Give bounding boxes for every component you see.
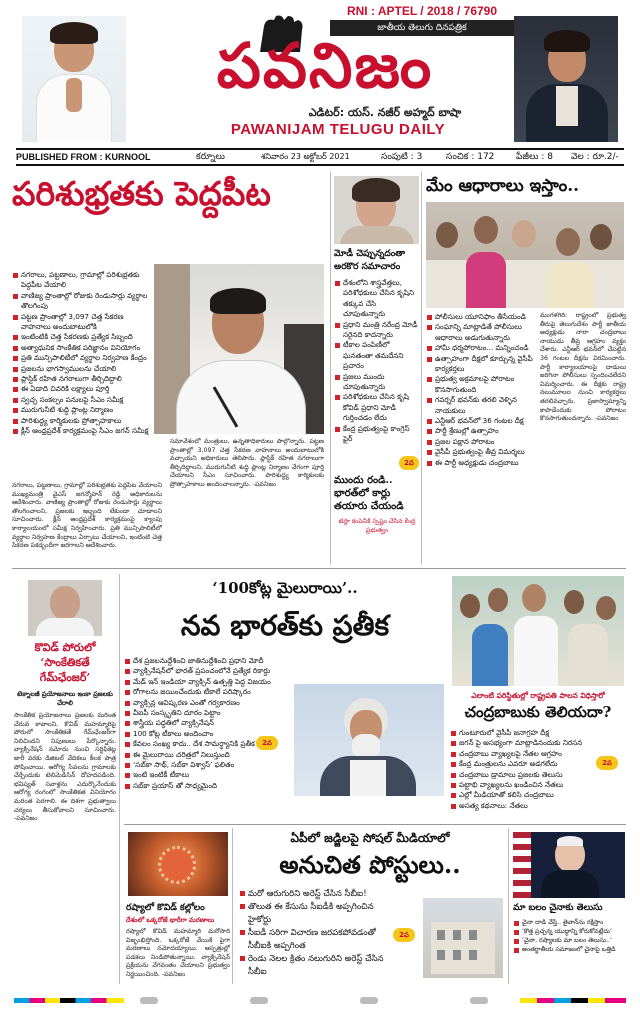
lead-bullets <box>12 270 152 437</box>
lead-bullet: అత్యాధునిక సాంకేతిక పరిజ్ఞానం వినియోగం <box>12 343 152 353</box>
social-media-story <box>232 828 504 984</box>
lead-bullet: నగరాలు, పట్టణాలు, గ్రామాల్లో పరిశుభ్రతకు పెద్దపీట వేయాలి <box>12 270 152 291</box>
russia-headline: రష్యాలో కొవిడ్ కల్లోలం <box>126 903 205 913</box>
lead-body-right: సమావేశంలో మంత్రులు, ఉన్నతాధికారులు పాల్గొన్నారు. పట్టణ ప్రాంతాల్లో 3,097 చెత్త సేకరణ వాహనాలు అందుబాటులోకి వచ్చాయని అధికారులు తెలిపారు. ప్లాస్టిక్ రహిత నగరాలుగా తీర్చిదిద్దాలని, మురుగునీటి శుద్ధి ప్లాంట్ల నిర్మాణం వేగంగా పూర్తి చేయాలని సీఎం సూచించారు. పారిశుద్ధ్య కార్మికులకు ప్రోత్సాహకాలు అందించాలన్నారు. -పవనిజం <box>170 438 324 488</box>
sonia-bullet: పరిశోధకులు చేసిన కృషి కోవిడ్ ప్రధాని మోడీ గుర్తించడం లేదు <box>334 392 420 423</box>
newspaper-title: పవనిజం <box>216 29 434 102</box>
print-mark <box>250 997 268 1004</box>
section-divider <box>124 824 626 825</box>
covid-tech-story <box>12 574 120 984</box>
tdp-bullet: హామీ ధర్మపోరాటం... మన్నించండి <box>426 343 534 353</box>
social-bullet: మరో ఆరుగురిని అరెస్ట్ చేసిన సీబీఐ! <box>239 888 389 901</box>
tdp-bullet: ప్రజల పక్షాన పోరాటం <box>426 437 534 447</box>
sonia-bullet: దేశంలోని శాస్త్రవేత్తలు, పరిశోధకులు చేసిన కృషిని తక్కువ చేసి చూపుతున్నారు <box>334 278 420 320</box>
sonia-headline-2: అరకొర సమాచారం <box>334 262 401 272</box>
biden-bullet: చైనా దాడి చేస్తే.. తైవాన్‌ను రక్షిస్తాం <box>513 918 625 927</box>
lead-story <box>12 172 324 564</box>
lead-bullet: ప్రతి మున్సిపాలిటీలో వ్యర్థాల నిర్వహణ కేంద్రం <box>12 353 152 363</box>
covid-tech-headline-3: గేమ్‌ఛేంజర్’ <box>39 671 91 684</box>
vaccine-headline: నవ భారత్‌కు ప్రతీక <box>180 609 390 642</box>
covid-tech-byline: టెక్నాలజీ ప్రయోజనాలు ఇంకా ప్రజలకు చేరాలి <box>17 690 113 707</box>
vaccine-bullet: కేవలం సంఖ్య కాదు.. దేశ సామర్థ్యానికి ప్రతీక <box>124 739 284 749</box>
cbn-bullet: కేంద్ర మంత్రులను ఎవరూ అడగలేదు <box>450 759 590 769</box>
covid-tech-headline-2: ‘సాంకేతికతే <box>40 656 90 669</box>
social-bullet: సీఐడీ సరిగా విచారణ జరపకపోవడంతో సీబీఐకి అప్పగింత <box>239 927 389 953</box>
rally-photo <box>452 576 624 686</box>
lead-bullet: పారిశుద్ధ్య కార్మికులకు ప్రోత్సాహకాలు <box>12 416 152 426</box>
vaccine-bullet: మేడ్ ఇన్ ఇండియా వ్యాక్సిన్ ఉత్పత్తి పెద్ద విజయం <box>124 677 284 687</box>
lead-bullet: ఈ ఏడాది చివరికి లక్ష్యాలు పూర్తి <box>12 384 152 394</box>
vaccine-bullet: ఇంటి ఇంటికీ టీకాలు <box>124 770 284 780</box>
virus-photo <box>128 832 228 896</box>
cbn-bullet: పట్టాభి వ్యాఖ్యలను ఖండించిన నేతలు <box>450 780 590 790</box>
cbn-headline: చంద్రబాబుకు తెలియదా? <box>464 703 612 721</box>
volume: సంపుటి : 3 <box>381 152 423 162</box>
cbn-kicker: ఎలాంటి పరిస్థితుల్లో రాష్ట్రపతి పాలన విధిస్తారో <box>471 691 605 700</box>
tdp-bullet: వైసీపీ ప్రభుత్వంపై తీవ్ర విమర్శలు <box>426 447 534 457</box>
sonia-story <box>330 172 422 564</box>
print-mark <box>470 997 488 1004</box>
vaccine-bullet: రోగాలను జయించేందుకు టీకాలే పరిష్కారం <box>124 687 284 697</box>
social-headline: అనుచిత పోస్టులు.. <box>279 850 461 879</box>
issue: సంచిక : 172 <box>446 152 495 162</box>
vaccine-bullets <box>124 656 284 791</box>
tdp-bullet: గవర్నర్ భవన్‌కు తరలి వెళ్ళిన నాయకులు <box>426 395 534 416</box>
cbn-bullet: చంద్రబాబు డ్రామాలు ప్రజలకు తెలుసు <box>450 770 590 780</box>
english-name: PAWANIJAM TELUGU DAILY <box>230 121 446 138</box>
page-badge: 2వ <box>596 756 618 770</box>
lead-bullet: వాణిజ్య ప్రాంతాల్లో రోజుకు రెండుసార్లు వ్యర్థాల తొలగింపు <box>12 291 152 312</box>
vaccine-bullet: 100 కోట్ల టీకాలు అందించాం <box>124 729 284 739</box>
biden-story <box>508 828 626 984</box>
rni-number: RNI : APTEL / 2018 / 76790 <box>346 4 498 18</box>
covid-tech-body: సాంకేతిక ప్రయోజనాలు ప్రజలకు మరింత చేరువ కావాలని, కొవిడ్ మహమ్మారిపై పోరులో సాంకేతికతే గేమ్‌ఛేంజర్‌గా నిలిచిందని నిపుణులు పేర్కొన్నారు. వ్యాక్సినేషన్ నమోదు నుంచి సర్టిఫికెట్ల జారీ వరకు డిజిటల్ వేదికలు కీలక పాత్ర పోషించాయి. ఆరోగ్య సేవలను గ్రామాలకు చేర్చేందుకు టెలిమెడిసిన్ దోహదపడింది. భవిష్యత్ సవాళ్లను ఎదుర్కొనేందుకు ఆరోగ్య రంగంలో సాంకేతికత వినియోగం మరింత పెరగాలి. ఈ దిశగా ప్రభుత్వాలు చర్యలు తీసుకోవాలని సూచించారు. -పవనిజం <box>14 712 116 823</box>
tdp-bullet: ఈ పార్టీ అధ్యక్షుడు చంద్రబాబు <box>426 458 534 468</box>
tdp-bullet: పార్టీ శ్రేణుల్లో ఉత్సాహం <box>426 426 534 436</box>
tdp-bullet: సంఘాన్ని మాట్లాడితే పోలీసులు ఆధారాలు అడుగుతున్నారు <box>426 322 534 343</box>
vaccine-bullet: వ్యాక్సినేషన్‌లో భారత్ ప్రపంచంలోనే ప్రత్యేక రికార్డు <box>124 666 284 676</box>
print-mark <box>140 997 158 1004</box>
sonia-headline: మోడీ చెప్పున్నదంతా <box>334 249 406 259</box>
sonia-bullet: టీకాల పంపిణీలో ఘనతంతా తమదేనని ప్రచారం <box>334 340 420 371</box>
sonia-bullet: ప్రజలు ముందు చూపుతున్నారు <box>334 372 420 393</box>
covid-tech-headline-1: కొవిడ్ పోరులో <box>34 641 96 654</box>
vaccine-bullet: సబ్‌కా ప్రయాస్ తో సాధ్యమైంది <box>124 781 284 791</box>
tesla-headline: ముందు రండి.. <box>334 475 393 486</box>
city: కర్నూలు <box>196 152 225 162</box>
social-bullet: తొలుత ఈ కేసును సీఐడీకి అప్పగించిన హైకోర్టు <box>239 901 389 927</box>
biden-photo <box>513 832 625 898</box>
modi-photo <box>294 684 444 796</box>
vaccine-bullet: వీఐపీ సంస్కృతిని దూరం పెట్టాం <box>124 708 284 718</box>
masthead-tagline: జాతీయ తెలుగు దినపత్రిక <box>330 20 514 36</box>
vaccine-bullet: దేశ ప్రజలనుద్దేశించి జాతినుద్దేశించి ప్రధాని మోదీ <box>124 656 284 666</box>
info-bar <box>16 148 624 166</box>
date: శనివారం 23 అక్టోబర్ 2021 <box>261 152 350 161</box>
russia-subhead: దేశంలో ఒక్కరోజే భారీగా మరణాలు <box>126 916 215 924</box>
cbn-bullet: చంద్రబాబు వ్యాఖ్యలపై నేతల ఆగ్రహం <box>450 749 590 759</box>
lead-headline: పరిశుభ్రతకు పెద్దపీట <box>12 174 271 213</box>
page-badge: 2వ <box>256 736 278 750</box>
tesla-headline-2: భారత్‌లో కార్లు <box>334 488 391 499</box>
social-kicker: ఏపీలో జడ్జిలపై సోషల్ మీడియాలో <box>290 831 450 845</box>
cbn-bullet: గుంటూరులో వైసీపీ జనాగ్రహ దీక్ష <box>450 728 590 738</box>
cbn-story <box>450 572 626 822</box>
sonia-photo <box>334 176 419 244</box>
page-badge: 2వ <box>393 928 415 942</box>
price: వెల : రూ.2/- <box>571 152 619 162</box>
masthead <box>0 0 640 148</box>
tdp-bullet: ఎన్టీఆర్ భవన్‌లో 36 గంటల దీక్ష <box>426 416 534 426</box>
lead-bullet: క్లీన్ ఆంధ్రప్రదేశ్ కార్యక్రమంపై సీఎం జగన్ సమీక్ష <box>12 426 152 436</box>
print-color-bar-right <box>520 998 626 1003</box>
expert-photo <box>28 580 102 636</box>
vaccine-kicker: ‘100కోట్ల మైలురాయి’.. <box>212 579 358 597</box>
lead-bullet: పట్టణ ప్రాంతాల్లో 3,097 చెత్త సేకరణ వాహనాలు అందుబాటులోకి <box>12 312 152 333</box>
sonia-bullet: ప్రధాని మంత్రి నరేంద్ర మోడీ సరైనది కాదన్నారు <box>334 320 420 341</box>
lead-body-left: నగరాలు, పట్టణాలు, గ్రామాల్లో పరిశుభ్రతకు పెద్దపీట వేయాలని ముఖ్యమంత్రి వైఎస్ జగన్మోహన్ రెడ్డి అధికారులను ఆదేశించారు. వాణిజ్య ప్రాంతాల్లో రోజుకు రెండుసార్లు వ్యర్థాలు తొలగించాలని, ప్రజలకు ఇబ్బంది లేకుండా చూడాలని సూచించారు. క్లీన్ ఆంధ్రప్రదేశ్ కార్యక్రమంపై క్యాంపు కార్యాలయంలో సమీక్ష నిర్వహించారు. ప్రతి మున్సిపాలిటీలో వ్యర్థాల నిర్వహణ కేంద్రాలు ఏర్పాటు చేయాలని, ఇంటింటి చెత్త సేకరణ పకడ్బందీగా జరగాలని ఆదేశించారు. <box>12 482 162 550</box>
lead-bullet: ఇంటింటికి చెత్త సేకరణకు ప్రత్యేక సిబ్బంది <box>12 332 152 342</box>
print-color-bar-left <box>14 998 124 1003</box>
vaccine-bullet: వ్యాక్సిన్ల ఆవిష్కరణ ఎంతో గర్వకారణం <box>124 698 284 708</box>
biden-bullet: ‘కొత్త ప్రచ్చన్న యుద్ధాన్ని కోరుకోవట్లేదు’ <box>513 927 625 936</box>
tdp-story <box>426 172 626 564</box>
high-court-photo <box>423 898 503 978</box>
tdp-bullet: ప్రభుత్వ అక్రమాలపై పోరాటం కొనసాగుతుంది <box>426 374 534 395</box>
cbn-bullet: ఎల్లో మీడియాతో కలిసి చంద్రబాబు <box>450 790 590 800</box>
tesla-headline-3: తయారు చేయండి <box>334 501 404 512</box>
tdp-body: మంగళగిరి: రాష్ట్రంలో ప్రభుత్వ తీరుపై తెలుగుదేశం పార్టీ జాతీయ అధ్యక్షుడు నారా చంద్రబాబు నాయుడు తీవ్ర ఆగ్రహం వ్యక్తం చేశారు. ఎన్టీఆర్ భవన్‌లో చేపట్టిన 36 గంటల దీక్షను విరమించారు. పార్టీ కార్యాలయాలపై దాడులు జరిగినా పోలీసులు స్పందించలేదని విమర్శించారు. ఈ దీక్షకు రాష్ట్ర నలుమూలల నుంచి కార్యకర్తలు తరలివచ్చారు. ప్రజాస్వామ్యాన్ని కాపాడేందుకు పోరాటం కొనసాగుతుందన్నారు. -పవనిజం <box>540 312 626 423</box>
russia-body: రష్యాలో కొవిడ్ మహమ్మారి మరోసారి విజృంభిస్తోంది. ఒక్కరోజే వేయికి పైగా మరణాలు నమోదయ్యాయి. ఆస్పత్రుల్లో పడకలు నిండిపోతున్నాయి. వ్యాక్సినేషన్ ప్రక్రియను వేగవంతం చేయాలని ప్రభుత్వం నిర్ణయించింది. -పవనిజం <box>126 928 230 978</box>
pages: పేజీలు : 8 <box>516 152 553 162</box>
print-mark <box>360 997 378 1004</box>
cbn-bullets <box>450 728 590 811</box>
published-from: PUBLISHED FROM : KURNOOL <box>16 152 151 162</box>
biden-bullets <box>513 918 625 954</box>
biden-bullet: ‘చైనా, రష్యాలకు మా బలం తెలుసు..’ <box>513 936 625 945</box>
section-divider <box>12 568 626 569</box>
vaccine-bullet: ఈ మైలురాయి చరిత్రలో నిలుస్తుంది <box>124 750 284 760</box>
biden-bullet: అంతర్జాతీయ సమాజంలో చైనాపై ఒత్తిడి <box>513 945 625 954</box>
tdp-bullet: పోలీసులు యూనిఫాం తీసేయండి <box>426 312 534 322</box>
cbn-bullet: జగన్ పై అసభ్యంగా మాట్లాడినందుకు నిరసన <box>450 738 590 748</box>
tdp-bullet: ఉత్సాహంగా దీక్షలో కూర్చున్న వైసీపీ కార్యకర్తలు <box>426 354 534 375</box>
russia-story <box>124 828 230 984</box>
vaccine-bullet: శాస్త్రీయ పద్ధతిలో వ్యాక్సినేషన్ <box>124 718 284 728</box>
lead-photo <box>154 264 324 434</box>
social-bullets <box>239 888 389 979</box>
lead-bullet: మురుగునీటి శుద్ధి ప్లాంట్ల నిర్మాణం <box>12 405 152 415</box>
page-badge: 2వ <box>399 456 419 470</box>
lead-bullet: ప్లాస్టిక్ రహిత నగరాలుగా తీర్చిదిద్దాలి <box>12 374 152 384</box>
tdp-headline: మేం ఆధారాలు ఇస్తాం.. <box>426 176 580 196</box>
vaccine-story <box>124 572 446 822</box>
social-bullet: రెండు నెలల క్రితం నలుగురిని అరెస్ట్ చేసిన సీబీఐ <box>239 953 389 979</box>
sonia-bullet: కేంద్ర ప్రభుత్వంపై కాంగ్రెస్ ఫైర్ <box>334 424 420 445</box>
masthead-photo-right <box>514 16 618 142</box>
tdp-bullets <box>426 312 534 468</box>
editor-line: ఎడిటర్: యస్. నజీర్ అహ్మద్ బాషా <box>308 106 462 119</box>
cbn-bullet: అసత్య కథనాలు: నేతలు <box>450 801 590 811</box>
sonia-bullets <box>334 278 420 445</box>
vaccine-bullet: ‘సబ్‌కా సాథ్, సబ్‌కా విశ్వాస్’ ఫలితం <box>124 760 284 770</box>
lead-bullet: ప్రజలను భాగస్వాములను చేయాలి <box>12 364 152 374</box>
tesla-note: టెస్లా కంపెనీకి స్పష్టం చేసిన కేంద్ర ప్రభుత్వం <box>338 518 416 534</box>
lead-bullet: స్వచ్ఛ సంకల్పం పనులపై సీఎం సమీక్ష <box>12 395 152 405</box>
biden-headline: మా బలం చైనాకు తెలుసు <box>513 903 603 913</box>
masthead-photo-left <box>22 16 126 142</box>
tdp-photo <box>426 202 624 308</box>
